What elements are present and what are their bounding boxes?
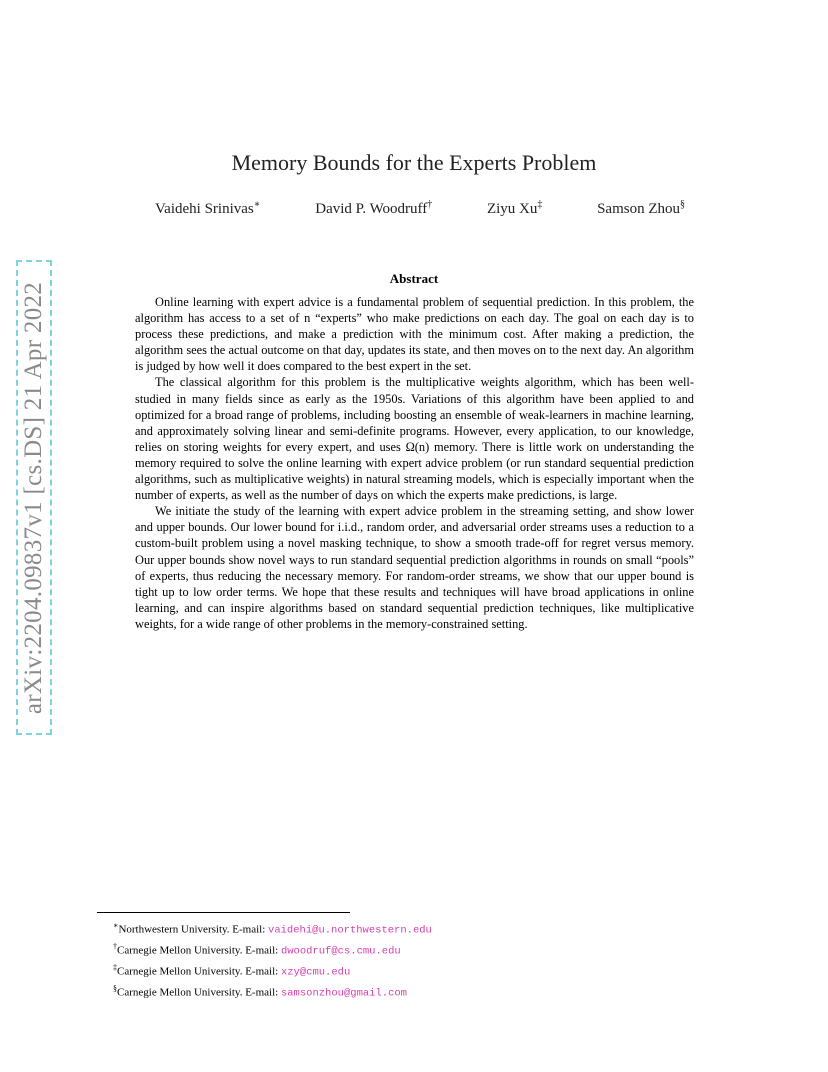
author: David P. Woodruff† [315,199,433,217]
footnotes [113,918,432,1003]
footnote: §Carnegie Mellon University. E-mail: samsonzhou@gmail.com [113,984,407,1001]
arxiv-identifier: arXiv:2204.09837v1 [cs.DS] 21 Apr 2022 [20,281,48,714]
author-footnote-mark: ∗ [253,199,261,210]
footnote: ‡Carnegie Mellon University. E-mail: xzy@cmu.edu [113,963,351,979]
abstract-body [135,294,694,632]
email-link[interactable]: xzy@cmu.edu [280,966,351,979]
footnote: ∗Northwestern University. E-mail: vaidehi@u.northwestern.edu [113,921,432,937]
abstract-paragraph: We initiate the study of the learning with expert advice problem in the streaming setting, and show lower and upper bounds. Our lower bound for i.i.d., random order, and adversarial order streams uses a reduction to a custom-built problem using a novel masking technique, to show a smooth trade-off for regret versus memory. Our upper bounds show novel ways to run standard sequential prediction algorithms in rounds on small “pools” of experts, thus reducing the necessary memory. For random-order streams, we show that our upper bound is tight up to low order terms. We hope that these results and techniques will have broad applications in online learning, and can inspire algorithms based on standard sequential prediction techniques, like multiplicative weights, for a wide range of other problems in the memory-constrained setting. [135,504,694,631]
abstract-paragraph: The classical algorithm for this problem is the multiplicative weights algorithm, which has been well-studied in many fields since as early as the 1950s. Variations of this algorithm have been applied to and optimized for a broad range of problems, including boosting an ensemble of weak-learners in machine learning, and approximately solving linear and semi-definite programs. However, every application, to our knowledge, relies on storing weights for every expert, and uses Ω(n) memory. There is little work on understanding the memory required to solve the online learning with expert advice problem (or run standard sequential prediction algorithms, such as multiplicative weights) in natural streaming models, which is especially important when the number of experts, as well as the number of days on which the experts make predictions, is large. [135,375,694,503]
paper-title: Memory Bounds for the Experts Problem [231,150,597,175]
abstract-paragraph: Online learning with expert advice is a fundamental problem of sequential prediction. In this problem, the algorithm has access to a set of n “experts” who make predictions on each day. The goal on each day is to process these predictions, and make a prediction with the minimum cost. After making a prediction, the algorithm sees the actual outcome on that day, updates its state, and then moves on to the next day. An algorithm is judged by how well it does compared to the best expert in the set. [135,295,694,374]
author: Ziyu Xu‡ [486,199,543,217]
author-list [155,199,685,218]
author-footnote-mark: † [427,199,433,210]
author-footnote-mark: § [680,199,685,210]
email-link[interactable]: vaidehi@u.northwestern.edu [268,924,432,937]
email-link[interactable]: dwoodruf@cs.cmu.edu [280,945,401,958]
arxiv-stamp [16,260,52,735]
abstract-heading: Abstract [389,271,439,286]
footnote-divider [97,912,350,913]
email-link[interactable]: samsonzhou@gmail.com [280,988,407,1001]
author: Samson Zhou§ [597,199,685,217]
footnote: †Carnegie Mellon University. E-mail: dwoodruf@cs.cmu.edu [113,942,401,958]
author: Vaidehi Srinivas∗ [155,199,261,217]
author-footnote-mark: ‡ [537,199,543,210]
